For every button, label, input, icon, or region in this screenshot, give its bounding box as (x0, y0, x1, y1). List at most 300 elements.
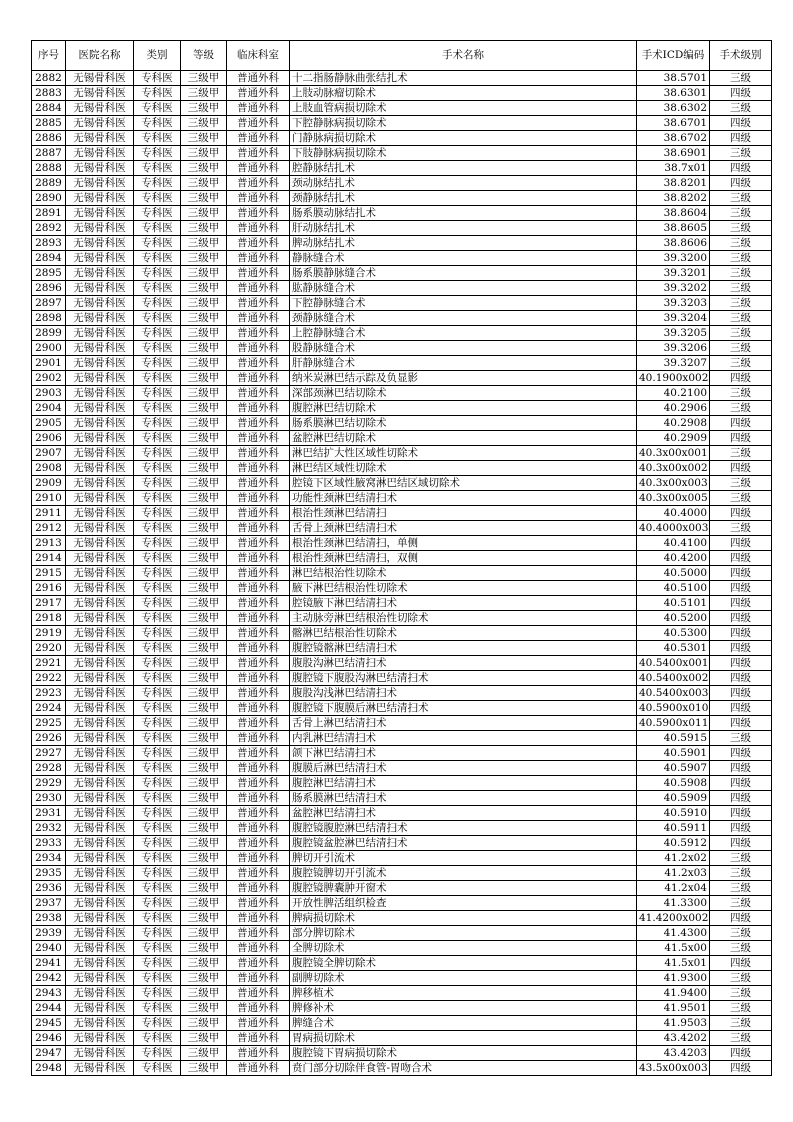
cell-grade: 三级甲 (181, 161, 227, 176)
cell-surgery-name: 腹腔镜盆腔淋巴结清扫术 (290, 836, 637, 851)
cell-surgery-level: 四级 (710, 701, 772, 716)
cell-surgery-name: 腹股沟淋巴结清扫术 (290, 656, 637, 671)
cell-type: 专科医 (134, 581, 181, 596)
cell-dept: 普通外科 (227, 416, 290, 431)
cell-grade: 三级甲 (181, 1031, 227, 1046)
cell-surgery-level: 三级 (710, 281, 772, 296)
table-row (32, 491, 772, 506)
cell-icd-code: 39.3205 (637, 326, 710, 341)
cell-surgery-name: 主动脉旁淋巴结根治性切除术 (290, 611, 637, 626)
cell-surgery-level: 四级 (710, 506, 772, 521)
cell-dept: 普通外科 (227, 611, 290, 626)
cell-surgery-name: 深部颈淋巴结切除术 (290, 386, 637, 401)
cell-dept: 普通外科 (227, 401, 290, 416)
table-row (32, 506, 772, 521)
cell-surgery-name: 部分脾切除术 (290, 926, 637, 941)
cell-surgery-name: 腹腔淋巴结清扫术 (290, 776, 637, 791)
cell-surgery-level: 四级 (710, 1046, 772, 1061)
cell-grade: 三级甲 (181, 131, 227, 146)
cell-grade: 三级甲 (181, 851, 227, 866)
cell-surgery-level: 四级 (710, 86, 772, 101)
cell-seq: 2913 (32, 536, 66, 551)
cell-surgery-level: 三级 (710, 341, 772, 356)
cell-grade: 三级甲 (181, 746, 227, 761)
cell-type: 专科医 (134, 506, 181, 521)
cell-dept: 普通外科 (227, 701, 290, 716)
cell-icd-code: 40.5300 (637, 626, 710, 641)
table-row (32, 896, 772, 911)
cell-hospital: 无锡骨科医 (66, 206, 134, 221)
table-row (32, 701, 772, 716)
cell-dept: 普通外科 (227, 86, 290, 101)
cell-surgery-name: 脾病损切除术 (290, 911, 637, 926)
cell-hospital: 无锡骨科医 (66, 86, 134, 101)
cell-hospital: 无锡骨科医 (66, 656, 134, 671)
cell-surgery-level: 四级 (710, 641, 772, 656)
cell-surgery-name: 开放性脾活组织检查 (290, 896, 637, 911)
cell-dept: 普通外科 (227, 431, 290, 446)
cell-icd-code: 40.5911 (637, 821, 710, 836)
cell-hospital: 无锡骨科医 (66, 1016, 134, 1031)
cell-surgery-level: 三级 (710, 476, 772, 491)
cell-dept: 普通外科 (227, 176, 290, 191)
cell-surgery-level: 三级 (710, 1031, 772, 1046)
cell-type: 专科医 (134, 416, 181, 431)
cell-seq: 2924 (32, 701, 66, 716)
cell-surgery-level: 三级 (710, 731, 772, 746)
cell-type: 专科医 (134, 476, 181, 491)
cell-surgery-level: 四级 (710, 791, 772, 806)
cell-hospital: 无锡骨科医 (66, 911, 134, 926)
cell-icd-code: 39.3207 (637, 356, 710, 371)
table-row (32, 221, 772, 236)
cell-seq: 2882 (32, 71, 66, 86)
cell-surgery-level: 四级 (710, 371, 772, 386)
table-row (32, 986, 772, 1001)
cell-surgery-name: 腹腔镜全脾切除术 (290, 956, 637, 971)
cell-surgery-name: 腹膜后淋巴结清扫术 (290, 761, 637, 776)
cell-type: 专科医 (134, 971, 181, 986)
cell-surgery-name: 脾移植术 (290, 986, 637, 1001)
cell-surgery-name: 十二指肠静脉曲张结扎术 (290, 71, 637, 86)
cell-grade: 三级甲 (181, 836, 227, 851)
cell-type: 专科医 (134, 101, 181, 116)
cell-icd-code: 41.5x00 (637, 941, 710, 956)
cell-hospital: 无锡骨科医 (66, 986, 134, 1001)
cell-hospital: 无锡骨科医 (66, 821, 134, 836)
cell-grade: 三级甲 (181, 116, 227, 131)
cell-icd-code: 41.2x04 (637, 881, 710, 896)
cell-surgery-level: 三级 (710, 881, 772, 896)
cell-surgery-name: 腋下淋巴结根治性切除术 (290, 581, 637, 596)
cell-surgery-level: 三级 (710, 101, 772, 116)
cell-icd-code: 39.3206 (637, 341, 710, 356)
cell-grade: 三级甲 (181, 371, 227, 386)
cell-seq: 2894 (32, 251, 66, 266)
cell-surgery-name: 舌骨上颈淋巴结清扫术 (290, 521, 637, 536)
cell-grade: 三级甲 (181, 671, 227, 686)
cell-grade: 三级甲 (181, 716, 227, 731)
table-row (32, 1016, 772, 1031)
cell-type: 专科医 (134, 716, 181, 731)
table-row (32, 806, 772, 821)
cell-type: 专科医 (134, 521, 181, 536)
table-row (32, 746, 772, 761)
cell-seq: 2895 (32, 266, 66, 281)
cell-hospital: 无锡骨科医 (66, 116, 134, 131)
cell-hospital: 无锡骨科医 (66, 311, 134, 326)
cell-icd-code: 38.6901 (637, 146, 710, 161)
cell-surgery-level: 三级 (710, 311, 772, 326)
cell-surgery-level: 四级 (710, 176, 772, 191)
header-seq: 序号 (32, 41, 66, 71)
cell-grade: 三级甲 (181, 236, 227, 251)
cell-hospital: 无锡骨科医 (66, 371, 134, 386)
cell-seq: 2919 (32, 626, 66, 641)
cell-icd-code: 38.8202 (637, 191, 710, 206)
cell-grade: 三级甲 (181, 806, 227, 821)
cell-type: 专科医 (134, 1061, 181, 1076)
cell-hospital: 无锡骨科医 (66, 626, 134, 641)
cell-surgery-level: 四级 (710, 746, 772, 761)
cell-surgery-name: 全脾切除术 (290, 941, 637, 956)
cell-icd-code: 40.2908 (637, 416, 710, 431)
cell-icd-code: 40.3x00x003 (637, 476, 710, 491)
cell-surgery-level: 三级 (710, 251, 772, 266)
cell-type: 专科医 (134, 911, 181, 926)
cell-surgery-level: 四级 (710, 716, 772, 731)
cell-hospital: 无锡骨科医 (66, 596, 134, 611)
cell-type: 专科医 (134, 1046, 181, 1061)
cell-grade: 三级甲 (181, 356, 227, 371)
cell-surgery-level: 三级 (710, 206, 772, 221)
cell-grade: 三级甲 (181, 1016, 227, 1031)
cell-surgery-name: 上肢血管病损切除术 (290, 101, 637, 116)
cell-seq: 2896 (32, 281, 66, 296)
cell-dept: 普通外科 (227, 941, 290, 956)
table-row (32, 281, 772, 296)
cell-surgery-name: 盆腔淋巴结清扫术 (290, 806, 637, 821)
cell-type: 专科医 (134, 86, 181, 101)
cell-hospital: 无锡骨科医 (66, 191, 134, 206)
cell-hospital: 无锡骨科医 (66, 446, 134, 461)
cell-surgery-level: 四级 (710, 611, 772, 626)
cell-surgery-level: 三级 (710, 896, 772, 911)
cell-type: 专科医 (134, 656, 181, 671)
cell-icd-code: 43.4202 (637, 1031, 710, 1046)
cell-type: 专科医 (134, 566, 181, 581)
cell-seq: 2885 (32, 116, 66, 131)
cell-hospital: 无锡骨科医 (66, 71, 134, 86)
cell-dept: 普通外科 (227, 866, 290, 881)
cell-grade: 三级甲 (181, 386, 227, 401)
cell-type: 专科医 (134, 341, 181, 356)
table-row (32, 941, 772, 956)
cell-surgery-name: 肠系膜淋巴结切除术 (290, 416, 637, 431)
cell-grade: 三级甲 (181, 611, 227, 626)
cell-surgery-level: 三级 (710, 221, 772, 236)
cell-type: 专科医 (134, 326, 181, 341)
table-row (32, 566, 772, 581)
cell-dept: 普通外科 (227, 851, 290, 866)
cell-hospital: 无锡骨科医 (66, 761, 134, 776)
table-row (32, 1046, 772, 1061)
cell-seq: 2932 (32, 821, 66, 836)
cell-icd-code: 40.5909 (637, 791, 710, 806)
cell-icd-code: 41.4300 (637, 926, 710, 941)
table-row (32, 206, 772, 221)
cell-grade: 三级甲 (181, 986, 227, 1001)
cell-icd-code: 41.4200x002 (637, 911, 710, 926)
cell-seq: 2940 (32, 941, 66, 956)
cell-type: 专科医 (134, 1001, 181, 1016)
cell-surgery-level: 四级 (710, 431, 772, 446)
cell-icd-code: 40.4000 (637, 506, 710, 521)
cell-surgery-name: 腹腔镜髂淋巴结清扫术 (290, 641, 637, 656)
cell-dept: 普通外科 (227, 1016, 290, 1031)
cell-type: 专科医 (134, 776, 181, 791)
cell-hospital: 无锡骨科医 (66, 671, 134, 686)
cell-hospital: 无锡骨科医 (66, 491, 134, 506)
cell-grade: 三级甲 (181, 1061, 227, 1076)
cell-dept: 普通外科 (227, 71, 290, 86)
cell-icd-code: 38.6702 (637, 131, 710, 146)
cell-type: 专科医 (134, 236, 181, 251)
cell-grade: 三级甲 (181, 1046, 227, 1061)
cell-icd-code: 40.3x00x005 (637, 491, 710, 506)
cell-type: 专科医 (134, 386, 181, 401)
cell-seq: 2926 (32, 731, 66, 746)
table-row (32, 401, 772, 416)
cell-type: 专科医 (134, 866, 181, 881)
cell-surgery-name: 胃病损切除术 (290, 1031, 637, 1046)
cell-icd-code: 40.5907 (637, 761, 710, 776)
cell-surgery-name: 股静脉缝合术 (290, 341, 637, 356)
cell-surgery-level: 四级 (710, 461, 772, 476)
cell-icd-code: 40.2909 (637, 431, 710, 446)
cell-seq: 2899 (32, 326, 66, 341)
cell-surgery-level: 四级 (710, 596, 772, 611)
cell-dept: 普通外科 (227, 761, 290, 776)
cell-surgery-name: 下肢静脉病损切除术 (290, 146, 637, 161)
cell-dept: 普通外科 (227, 731, 290, 746)
cell-surgery-level: 四级 (710, 626, 772, 641)
cell-surgery-name: 腹腔镜下腹股沟淋巴结清扫术 (290, 671, 637, 686)
cell-dept: 普通外科 (227, 461, 290, 476)
cell-grade: 三级甲 (181, 791, 227, 806)
cell-hospital: 无锡骨科医 (66, 326, 134, 341)
cell-hospital: 无锡骨科医 (66, 236, 134, 251)
cell-seq: 2946 (32, 1031, 66, 1046)
cell-dept: 普通外科 (227, 746, 290, 761)
table-row (32, 551, 772, 566)
cell-hospital: 无锡骨科医 (66, 296, 134, 311)
cell-seq: 2887 (32, 146, 66, 161)
cell-icd-code: 39.3200 (637, 251, 710, 266)
cell-dept: 普通外科 (227, 311, 290, 326)
cell-hospital: 无锡骨科医 (66, 641, 134, 656)
table-row (32, 311, 772, 326)
cell-icd-code: 38.5701 (637, 71, 710, 86)
cell-surgery-name: 腹腔镜下腹膜后淋巴结清扫术 (290, 701, 637, 716)
cell-hospital: 无锡骨科医 (66, 956, 134, 971)
cell-surgery-level: 四级 (710, 566, 772, 581)
cell-type: 专科医 (134, 176, 181, 191)
cell-grade: 三级甲 (181, 446, 227, 461)
cell-seq: 2916 (32, 581, 66, 596)
cell-hospital: 无锡骨科医 (66, 176, 134, 191)
cell-hospital: 无锡骨科医 (66, 716, 134, 731)
table-row (32, 71, 772, 86)
cell-surgery-name: 贲门部分切除伴食管-胃吻合术 (290, 1061, 637, 1076)
cell-surgery-level: 四级 (710, 821, 772, 836)
cell-hospital: 无锡骨科医 (66, 701, 134, 716)
cell-hospital: 无锡骨科医 (66, 1061, 134, 1076)
cell-icd-code: 40.5908 (637, 776, 710, 791)
cell-dept: 普通外科 (227, 446, 290, 461)
cell-surgery-level: 三级 (710, 191, 772, 206)
cell-dept: 普通外科 (227, 821, 290, 836)
cell-type: 专科医 (134, 266, 181, 281)
cell-icd-code: 40.4100 (637, 536, 710, 551)
cell-seq: 2912 (32, 521, 66, 536)
cell-type: 专科医 (134, 461, 181, 476)
cell-surgery-level: 四级 (710, 671, 772, 686)
cell-surgery-level: 四级 (710, 1061, 772, 1076)
cell-seq: 2933 (32, 836, 66, 851)
cell-seq: 2925 (32, 716, 66, 731)
cell-surgery-name: 肝静脉缝合术 (290, 356, 637, 371)
cell-surgery-level: 四级 (710, 551, 772, 566)
header-icd: 手术ICD编码 (637, 41, 710, 71)
table-row (32, 461, 772, 476)
cell-type: 专科医 (134, 296, 181, 311)
cell-seq: 2929 (32, 776, 66, 791)
table-row (32, 131, 772, 146)
table-row (32, 971, 772, 986)
cell-type: 专科医 (134, 281, 181, 296)
cell-hospital: 无锡骨科医 (66, 941, 134, 956)
cell-hospital: 无锡骨科医 (66, 731, 134, 746)
cell-seq: 2930 (32, 791, 66, 806)
cell-surgery-name: 淋巴结根治性切除术 (290, 566, 637, 581)
cell-surgery-name: 脾修补术 (290, 1001, 637, 1016)
header-type: 类别 (134, 41, 181, 71)
cell-type: 专科医 (134, 146, 181, 161)
cell-hospital: 无锡骨科医 (66, 101, 134, 116)
cell-dept: 普通外科 (227, 101, 290, 116)
cell-dept: 普通外科 (227, 551, 290, 566)
cell-grade: 三级甲 (181, 401, 227, 416)
cell-icd-code: 38.7x01 (637, 161, 710, 176)
cell-surgery-name: 静脉缝合术 (290, 251, 637, 266)
cell-icd-code: 41.2x03 (637, 866, 710, 881)
table-row (32, 611, 772, 626)
cell-icd-code: 40.5400x002 (637, 671, 710, 686)
table-row (32, 251, 772, 266)
cell-dept: 普通外科 (227, 191, 290, 206)
cell-type: 专科医 (134, 626, 181, 641)
header-grade: 等级 (181, 41, 227, 71)
cell-seq: 2904 (32, 401, 66, 416)
cell-type: 专科医 (134, 641, 181, 656)
cell-surgery-name: 门静脉病损切除术 (290, 131, 637, 146)
cell-seq: 2898 (32, 311, 66, 326)
cell-surgery-name: 副脾切除术 (290, 971, 637, 986)
cell-type: 专科医 (134, 896, 181, 911)
cell-icd-code: 38.6701 (637, 116, 710, 131)
cell-type: 专科医 (134, 851, 181, 866)
header-row (32, 41, 772, 71)
table-row (32, 521, 772, 536)
table-row (32, 326, 772, 341)
table-row (32, 371, 772, 386)
cell-dept: 普通外科 (227, 491, 290, 506)
cell-seq: 2883 (32, 86, 66, 101)
cell-grade: 三级甲 (181, 416, 227, 431)
table-row (32, 386, 772, 401)
cell-seq: 2942 (32, 971, 66, 986)
cell-seq: 2903 (32, 386, 66, 401)
cell-surgery-level: 三级 (710, 446, 772, 461)
cell-surgery-name: 肠系膜静脉缝合术 (290, 266, 637, 281)
cell-hospital: 无锡骨科医 (66, 146, 134, 161)
cell-surgery-level: 三级 (710, 1001, 772, 1016)
cell-dept: 普通外科 (227, 296, 290, 311)
table-row (32, 956, 772, 971)
cell-icd-code: 38.8605 (637, 221, 710, 236)
cell-icd-code: 40.3x00x001 (637, 446, 710, 461)
table-row (32, 656, 772, 671)
cell-type: 专科医 (134, 941, 181, 956)
table-row (32, 881, 772, 896)
table-row (32, 836, 772, 851)
cell-surgery-name: 颈静脉结扎术 (290, 191, 637, 206)
cell-seq: 2900 (32, 341, 66, 356)
cell-dept: 普通外科 (227, 356, 290, 371)
cell-hospital: 无锡骨科医 (66, 611, 134, 626)
cell-dept: 普通外科 (227, 671, 290, 686)
cell-surgery-level: 四级 (710, 686, 772, 701)
cell-dept: 普通外科 (227, 926, 290, 941)
cell-hospital: 无锡骨科医 (66, 791, 134, 806)
cell-grade: 三级甲 (181, 86, 227, 101)
cell-seq: 2909 (32, 476, 66, 491)
table-row (32, 776, 772, 791)
cell-type: 专科医 (134, 1016, 181, 1031)
cell-hospital: 无锡骨科医 (66, 341, 134, 356)
cell-hospital: 无锡骨科医 (66, 131, 134, 146)
cell-hospital: 无锡骨科医 (66, 1046, 134, 1061)
cell-surgery-level: 三级 (710, 401, 772, 416)
cell-icd-code: 39.3203 (637, 296, 710, 311)
cell-dept: 普通外科 (227, 536, 290, 551)
cell-dept: 普通外科 (227, 896, 290, 911)
cell-dept: 普通外科 (227, 881, 290, 896)
cell-hospital: 无锡骨科医 (66, 881, 134, 896)
cell-seq: 2927 (32, 746, 66, 761)
table-row (32, 911, 772, 926)
cell-dept: 普通外科 (227, 716, 290, 731)
cell-grade: 三级甲 (181, 221, 227, 236)
cell-hospital: 无锡骨科医 (66, 506, 134, 521)
cell-dept: 普通外科 (227, 581, 290, 596)
table-body (32, 71, 772, 1076)
cell-surgery-name: 腹腔淋巴结切除术 (290, 401, 637, 416)
cell-hospital: 无锡骨科医 (66, 401, 134, 416)
cell-surgery-name: 肝动脉结扎术 (290, 221, 637, 236)
cell-seq: 2905 (32, 416, 66, 431)
